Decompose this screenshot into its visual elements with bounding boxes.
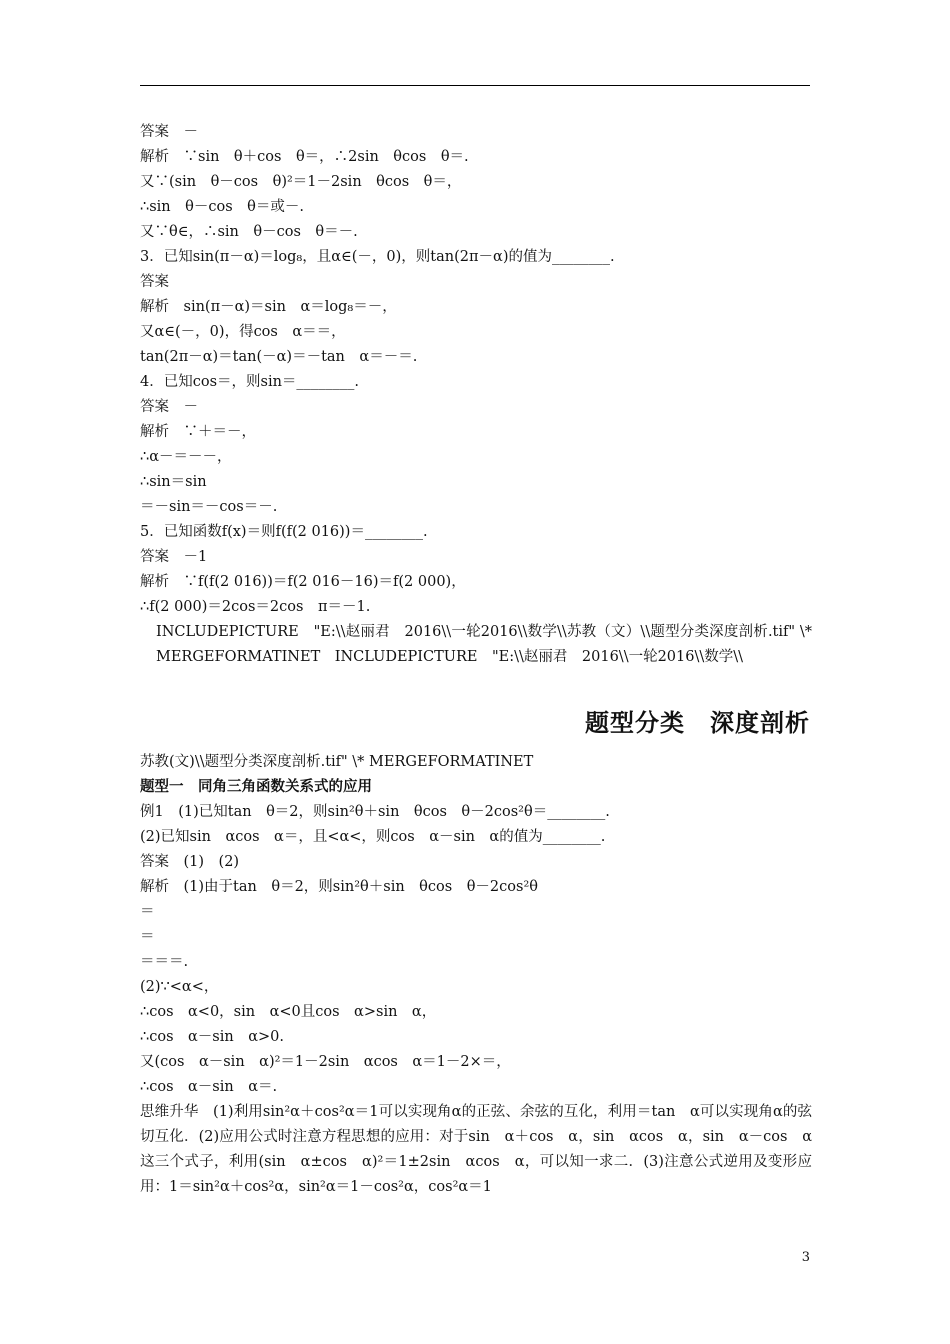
text-line: 答案 (140, 274, 169, 290)
include-picture-field: INCLUDEPICTURE "E:\\赵丽君 2016\\一轮2016\\数学\\苏教（文）\\题型分类深度剖析.tif" \* MERGEFORMATINET INCLUDEPICTURE "E:\\赵丽君 2016\\一轮2016\\数学\\ (156, 624, 812, 665)
text-line: 解析 ∵sin θ＋cos θ＝，∴2sin θcos θ＝. (140, 149, 469, 165)
section-title: 题型分类 深度剖析 (585, 709, 810, 737)
solution-block-1 (140, 120, 812, 670)
text-line: ∴f(2 000)＝2cos＝2cos π＝－1. (140, 599, 371, 615)
text-line: tan(2π－α)＝tan(－α)＝－tan α＝－＝. (140, 349, 418, 365)
text-line: ∴cos α－sin α>0. (140, 1029, 285, 1045)
question-5: 5．已知函数f(x)＝则f(f(2 016))＝________. (140, 524, 428, 540)
text-line: 答案 － (140, 399, 198, 415)
text-line: ∴sin θ－cos θ＝或－. (140, 199, 305, 215)
method-summary: 思维升华 (1)利用sin²α＋cos²α＝1可以实现角α的正弦、余弦的互化，利用＝tan α可以实现角α的弦切互化．(2)应用公式时注意方程思想的应用：对于sin α＋cos α，sin αcos α，sin α－cos α这三个式子，利用(sin α±cos α)²＝1±2sin αcos α，可以知一求二．(3)注意公式逆用及变形应用：1＝sin²α＋cos²α，sin²α＝1－cos²α，cos²α＝1 (140, 1104, 812, 1195)
text-line: ＝＝＝. (140, 954, 189, 970)
text-line: ∴cos α<0，sin α<0且cos α>sin α， (140, 1004, 437, 1020)
header-rule (140, 85, 810, 86)
text-line: ＝－sin＝－cos＝－. (140, 499, 278, 515)
topic-heading: 题型一 同角三角函数关系式的应用 (140, 779, 372, 795)
text-line: 解析 sin(π－α)＝sin α＝log₈＝－， (140, 299, 397, 315)
text-line: (2)∵<α<， (140, 979, 219, 995)
text-line: 又∵θ∈，∴sin θ－cos θ＝－. (140, 224, 358, 240)
text-line: ∴α－＝－－， (140, 449, 232, 465)
text-line: 又∵(sin θ－cos θ)²＝1－2sin θcos θ＝， (140, 174, 462, 190)
solution-block-2 (140, 750, 812, 1200)
text-line: 又(cos α－sin α)²＝1－2sin αcos α＝1－2×＝， (140, 1054, 511, 1070)
question-4: 4．已知cos＝，则sin＝________. (140, 374, 360, 390)
text-line: 答案 － (140, 124, 198, 140)
question-3: 3．已知sin(π－α)＝log₈，且α∈(－，0)，则tan(2π－α)的值为________. (140, 249, 615, 265)
text-line: 答案 －1 (140, 549, 208, 565)
text-line: (2)已知sin αcos α＝，且<α<，则cos α－sin α的值为________. (140, 829, 606, 845)
text-line: ＝ (140, 904, 155, 920)
text-line: 解析 ∵f(f(2 016))＝f(2 016－16)＝f(2 000)， (140, 574, 466, 590)
text-line: ＝ (140, 929, 155, 945)
text-line: 答案 (1) (2) (140, 854, 240, 870)
include-picture-continuation: 苏教(文)\\题型分类深度剖析.tif" \* MERGEFORMATINET (140, 754, 534, 770)
text-line: 又α∈(－，0)，得cos α＝＝， (140, 324, 346, 340)
text-line: ∴sin＝sin (140, 474, 207, 490)
text-line: ∴cos α－sin α＝. (140, 1079, 278, 1095)
page-number: 3 (801, 1250, 810, 1265)
text-line: 解析 ∵＋＝－， (140, 424, 256, 440)
example-1: 例1 (1)已知tan θ＝2，则sin²θ＋sin θcos θ－2cos²θ＝________. (140, 804, 610, 820)
text-line: 解析 (1)由于tan θ＝2，则sin²θ＋sin θcos θ－2cos²θ (140, 879, 538, 895)
